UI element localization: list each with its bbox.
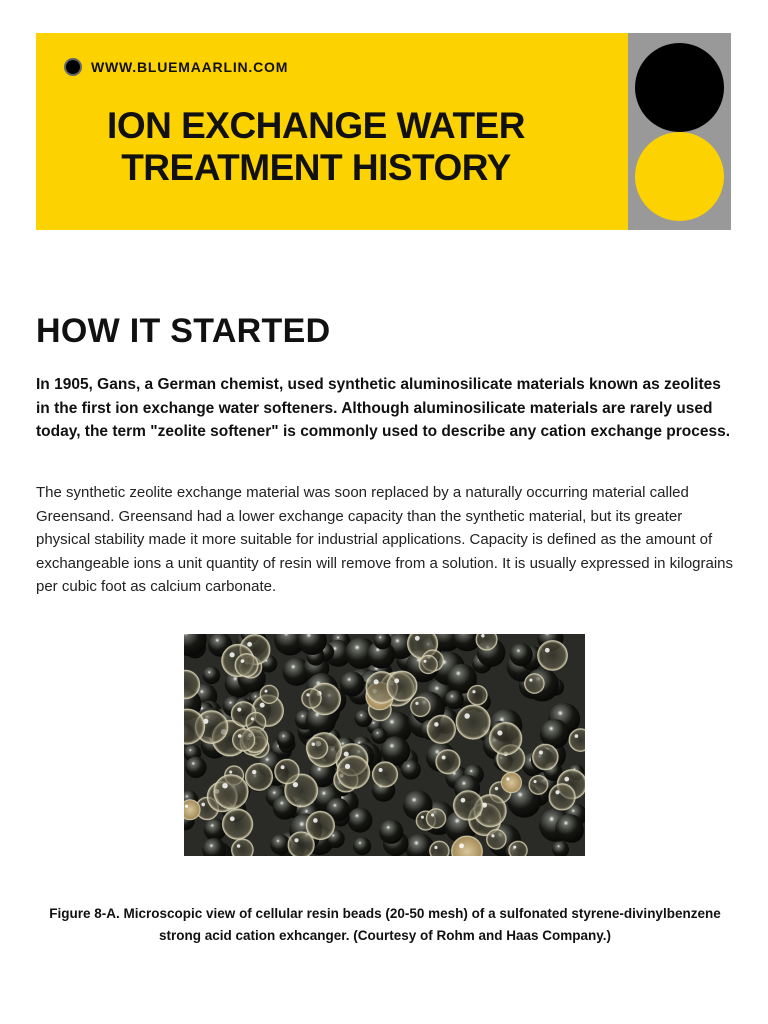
title-line-1: ION EXCHANGE WATER xyxy=(107,105,525,146)
section-heading: HOW IT STARTED xyxy=(36,312,331,350)
bullet-dot-icon xyxy=(64,58,82,76)
figure-caption: Figure 8-A. Microscopic view of cellular resin beads (20-50 mesh) of a sulfonated styrene-divinylbenzene strong acid cation exhcanger. (Courtesy of Rohm and Haas Company.) xyxy=(49,906,721,943)
body-paragraph: The synthetic zeolite exchange material was soon replaced by a naturally occurring material called Greensand. Greensand had a lower exchange capacity than the synthetic material, but its greater physical stability made it more suitable for industrial applications. Capacity is defined as the amount of exchangeable ions a unit quantity of resin will remove from a solution. It is usually expressed in kilograins per cubic foot as calcium carbonate. xyxy=(36,484,734,595)
website-url[interactable]: WWW.BLUEMAARLIN.COM xyxy=(91,59,289,75)
website-row xyxy=(64,58,288,76)
resin-beads-photo xyxy=(184,634,585,856)
title-line-2: TREATMENT HISTORY xyxy=(121,147,511,188)
document-title xyxy=(36,105,596,189)
yellow-circle-icon xyxy=(635,132,724,221)
header-banner xyxy=(36,33,628,230)
lead-paragraph: In 1905, Gans, a German chemist, used synthetic aluminosilicate materials known as zeolites in the first ion exchange water softeners. Although aluminosilicate materials are rarely used today, the term "zeolite softener" is commonly used to describe any cation exchange process. xyxy=(36,376,731,440)
side-decoration-panel xyxy=(628,33,731,230)
black-circle-icon xyxy=(635,43,724,132)
resin-beads-image xyxy=(184,634,585,856)
